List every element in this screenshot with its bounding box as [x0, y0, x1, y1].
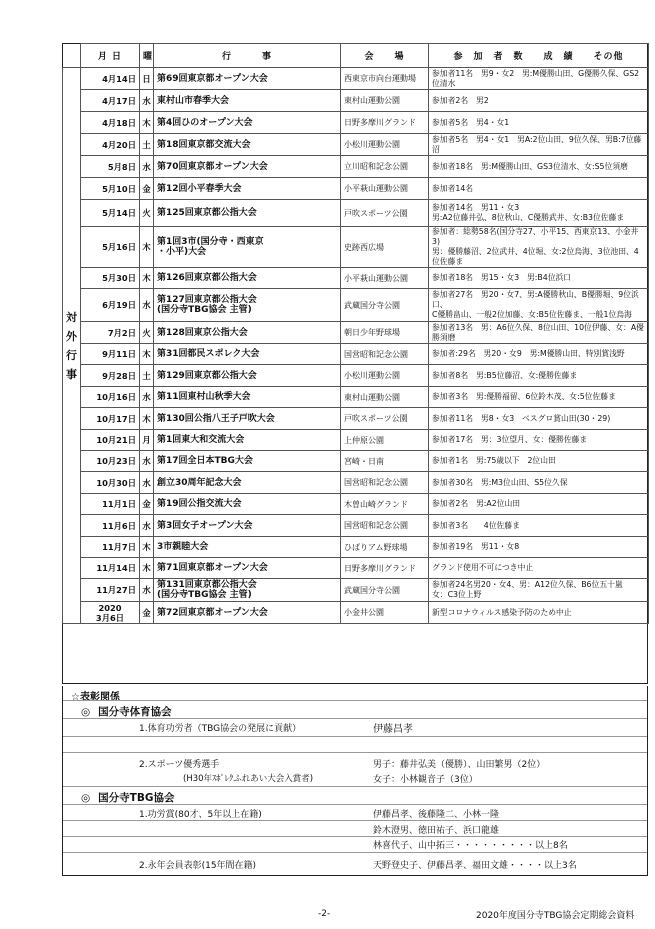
row-dow: 水	[140, 472, 154, 494]
row-dow: 木	[140, 344, 154, 365]
row-dow: 土	[140, 134, 154, 156]
row-date: 6月19日	[81, 289, 140, 322]
row-venue: 宮崎・日南	[341, 451, 429, 472]
row-dow: 水	[140, 156, 154, 178]
row-result: 参加者3名 男:優勝福留、6位鈴木茂、女:5位佐藤ま	[429, 387, 649, 408]
row-venue: 国営昭和記念公園	[341, 515, 429, 537]
row-dow: 木	[140, 537, 154, 558]
row-date: 10月16日	[81, 387, 140, 408]
table-row	[63, 289, 649, 322]
row-result: 参加者2名 男:A2位山田	[429, 494, 649, 515]
row-result: 参加者14名 男11・女3 男:A2位藤井弘、8位秋山、C優勝武井、女:B3位佐藤ま	[429, 200, 649, 227]
row-date: 4月18日	[81, 112, 140, 134]
row-dow: 火	[140, 322, 154, 344]
org2-item1-line3: 林喜代子、山中拓三・・・・・・・・・以上8名	[373, 841, 568, 851]
row-event: 第17回全日本TBG大会	[154, 451, 341, 472]
row-event: 第127回東京都公指大会 (国分寺TBG協会 主管)	[154, 289, 341, 322]
row-event: 3市親睦大会	[154, 537, 341, 558]
row-result: 参加者:29名 男20・女9 男:M優勝山田、特別賞浅野	[429, 344, 649, 365]
table-row	[63, 268, 649, 289]
table-row	[63, 68, 649, 90]
document-title: 2020年度国分寺TBG協会定期総会資料	[476, 911, 635, 921]
row-date: 4月20日	[81, 134, 140, 156]
row-dow: 日	[140, 68, 154, 90]
row-result: 参加者19名 男11・女8	[429, 537, 649, 558]
row-date: 11月27日	[81, 579, 140, 602]
table-row	[63, 156, 649, 178]
table-row	[63, 537, 649, 558]
row-dow: 月	[140, 430, 154, 451]
row-result: 参加者30名 男:M3位山田、S5位久保	[429, 472, 649, 494]
row-dow: 水	[140, 579, 154, 602]
row-result: 参加者8名 男:B5位藤沼、女:優勝佐藤ま	[429, 365, 649, 387]
row-venue: 小金井公園	[341, 602, 429, 624]
page-number: -2-	[318, 909, 331, 919]
row-dow: 水	[140, 289, 154, 322]
awards-rule	[63, 804, 647, 805]
org2-item1-line2: 鈴木澄男、徳田祐子、浜口龍雄	[373, 826, 500, 836]
awards-rule	[63, 736, 647, 737]
table-row	[63, 134, 649, 156]
row-date: 11月6日	[81, 515, 140, 537]
table-row	[63, 408, 649, 430]
events-table	[62, 43, 649, 624]
row-year: 2020	[98, 602, 122, 613]
double-circle-icon: ◎	[81, 792, 91, 804]
table-row	[63, 227, 649, 268]
row-dow: 金	[140, 178, 154, 200]
row-date: 4月17日	[81, 90, 140, 112]
row-event: 第69回東京都オープン大会	[154, 68, 341, 90]
row-venue: 日野多摩川グランド	[341, 558, 429, 579]
double-circle-icon: ◎	[81, 706, 91, 718]
row-dow: 水	[140, 451, 154, 472]
row-date: 5月16日	[81, 227, 140, 268]
table-row	[63, 515, 649, 537]
row-venue: 東村山運動公園	[341, 90, 429, 112]
org1-item2-note: (H30年ｽﾎﾟﾚｸふれあい大会入賞者)	[183, 774, 314, 784]
row-dow: 土	[140, 365, 154, 387]
side-label-char: 行	[66, 348, 77, 362]
dow-header: 曜	[140, 44, 154, 68]
row-venue: 小松川運動公園	[341, 365, 429, 387]
row-event: 第11回東村山秋季大会	[154, 387, 341, 408]
awards-title: ☆表彰関係	[71, 692, 120, 703]
events-body	[63, 68, 649, 624]
awards-rule	[63, 718, 647, 719]
event-header: 行 事	[154, 44, 341, 68]
row-result: 新型コロナウィルス感染予防のため中止	[429, 602, 649, 624]
row-result: 参加者18名 男15・女3 男:B4位浜口	[429, 268, 649, 289]
row-result: 参加者27名 男20・女7、男:A優勝秋山、B優勝堀、9位浜口、 C優勝畠山、一般2位加藤、女:B5位佐藤ま、一般1位烏海	[429, 289, 649, 322]
awards-rule	[63, 820, 647, 821]
row-event: 第12回小平春季大会	[154, 178, 341, 200]
row-result: 参加者2名 男2	[429, 90, 649, 112]
table-row	[63, 430, 649, 451]
table-row	[63, 387, 649, 408]
date-header: 月 日	[81, 44, 140, 68]
awards-rule	[63, 836, 647, 837]
table-header-row	[63, 44, 649, 68]
row-venue: 武蔵国分寺公園	[341, 579, 429, 602]
row-venue: 国営昭和記念公園	[341, 472, 429, 494]
row-date: 10月21日	[81, 430, 140, 451]
row-date: 5月30日	[81, 268, 140, 289]
row-date: 10月30日	[81, 472, 140, 494]
org2-item1-label: 1.功労賞(80才、5年以上在籍)	[139, 810, 262, 820]
row-venue: 戸吹スポーツ公園	[341, 200, 429, 227]
row-date	[81, 602, 140, 624]
row-venue: 小松川運動公園	[341, 134, 429, 156]
row-result: 参加者24名男20・女4、男：A12位久保、B6位五十嵐 女：C3位上野	[429, 579, 649, 602]
org1-item1-label: 1.体育功労者（TBG協会の発展に貢献）	[139, 724, 302, 734]
row-dow: 木	[140, 112, 154, 134]
org1-item1-value: 伊藤昌孝	[373, 724, 413, 735]
row-event: 第1回3市(国分寺・西東京 ・小平)大会	[154, 227, 341, 268]
row-event: 第70回東京都オープン大会	[154, 156, 341, 178]
org2-item2-value: 天野登史子、伊藤昌孝、福田文雄・・・・以上3名	[373, 861, 577, 871]
table-row	[63, 365, 649, 387]
row-result: 参加者3名 4位佐藤ま	[429, 515, 649, 537]
row-venue: 武蔵国分寺公園	[341, 289, 429, 322]
table-row	[63, 90, 649, 112]
row-dow: 火	[140, 200, 154, 227]
org2-item2-label: 2.永年会員表彰(15年間在籍)	[139, 861, 257, 871]
row-event: 創立30周年記念大会	[154, 472, 341, 494]
row-venue: 小平萩山運動公園	[341, 178, 429, 200]
awards-section	[62, 686, 648, 876]
row-venue: ひばりアム野球場	[341, 537, 429, 558]
row-date-text: 3月6日	[95, 612, 125, 623]
row-venue: 小平萩山運動公園	[341, 268, 429, 289]
row-date: 5月10日	[81, 178, 140, 200]
row-result: 参加者14名	[429, 178, 649, 200]
row-event: 第126回東京都公指大会	[154, 268, 341, 289]
row-result: 参加者1名 男:75歳以下 2位山田	[429, 451, 649, 472]
org2-name: 国分寺TBG協会	[98, 792, 175, 804]
table-row	[63, 112, 649, 134]
row-event: 第71回東京都オープン大会	[154, 558, 341, 579]
row-date: 11月14日	[81, 558, 140, 579]
row-venue: 立川昭和記念公園	[341, 156, 429, 178]
row-date: 10月17日	[81, 408, 140, 430]
row-venue: 上仲原公園	[341, 430, 429, 451]
venue-header: 会 場	[341, 44, 429, 68]
row-date: 5月14日	[81, 200, 140, 227]
row-dow: 木	[140, 558, 154, 579]
row-result: グランド使用不可につき中止	[429, 558, 649, 579]
row-venue: 木曽山崎グランド	[341, 494, 429, 515]
row-date: 11月7日	[81, 537, 140, 558]
org1-item2-label: 2.スポーツ優秀選手	[139, 760, 220, 770]
table-row	[63, 494, 649, 515]
org1-heading	[81, 704, 172, 719]
table-row	[63, 322, 649, 344]
awards-rule	[63, 752, 647, 753]
row-dow: 水	[140, 515, 154, 537]
side-label-char: 事	[66, 367, 77, 381]
side-label-char: 外	[66, 329, 77, 343]
side-header	[63, 44, 81, 68]
row-venue: 史跡西広場	[341, 227, 429, 268]
row-venue: 朝日少年野球場	[341, 322, 429, 344]
org2-heading	[81, 790, 174, 805]
row-event: 第3回女子オープン大会	[154, 515, 341, 537]
row-date: 11月1日	[81, 494, 140, 515]
row-date: 10月23日	[81, 451, 140, 472]
row-result: 参加者17名 男：3位望月、女：優勝佐藤ま	[429, 430, 649, 451]
table-row	[63, 602, 649, 624]
row-result: 参加者5名 男4・女1 男A:2位山田、9位久保、男B:7位藤沼	[429, 134, 649, 156]
row-result: 参加者18名 男:M優勝山田、GS3位清水、女:S5位須磨	[429, 156, 649, 178]
row-event: 第128回東京公指大会	[154, 322, 341, 344]
row-result: 参加者13名 男：A6位久保、8位山田、10位伊藤、女：A優勝須磨	[429, 322, 649, 344]
side-label-char: 対	[66, 310, 77, 324]
row-venue: 東村山運動公園	[341, 387, 429, 408]
row-event: 第19回公指交流大会	[154, 494, 341, 515]
row-venue: 国営昭和記念公園	[341, 344, 429, 365]
row-date: 5月8日	[81, 156, 140, 178]
row-event: 第131回東京都公指大会 (国分寺TBG協会 主管)	[154, 579, 341, 602]
table-row	[63, 579, 649, 602]
row-date: 9月28日	[81, 365, 140, 387]
side-label	[63, 68, 81, 624]
row-result: 参加者11名 男8・女3 ベスグロ賞山田(30・29)	[429, 408, 649, 430]
row-result: 参加者5名 男4・女1	[429, 112, 649, 134]
row-dow: 金	[140, 494, 154, 515]
row-event: 第125回東京都公指大会	[154, 200, 341, 227]
row-dow: 木	[140, 227, 154, 268]
row-event: 東村山市春季大会	[154, 90, 341, 112]
awards-rule	[63, 852, 647, 853]
org1-item2-women: 女子：小林観音子（3位）	[373, 775, 478, 785]
row-event: 第31回都民スポレク大会	[154, 344, 341, 365]
row-event: 第129回東京都公指大会	[154, 365, 341, 387]
table-row	[63, 451, 649, 472]
row-date: 9月11日	[81, 344, 140, 365]
row-event: 第72回東京都オープン大会	[154, 602, 341, 624]
row-venue: 戸吹スポーツ公園	[341, 408, 429, 430]
row-dow: 木	[140, 268, 154, 289]
row-result: 参加者：総勢58名(国分寺27、小平15、西東京13、小金井3) 男：優勝藤沼、2位武井、4位堀、女:2位烏海、3位池田、4位佐藤ま	[429, 227, 649, 268]
awards-rule	[63, 700, 647, 701]
row-dow: 木	[140, 408, 154, 430]
row-result: 参加者11名 男9・女2 男:M優勝山田、G優勝久保、GS2位清水	[429, 68, 649, 90]
org1-name: 国分寺体育協会	[98, 706, 172, 718]
row-dow: 水	[140, 387, 154, 408]
table-row	[63, 558, 649, 579]
awards-rule	[63, 786, 647, 787]
row-event: 第18回東京都交流大会	[154, 134, 341, 156]
row-event: 第4回ひのオープン大会	[154, 112, 341, 134]
row-venue: 日野多摩川グランド	[341, 112, 429, 134]
row-venue: 西東京市向台運動場	[341, 68, 429, 90]
row-date: 7月2日	[81, 322, 140, 344]
row-dow: 金	[140, 602, 154, 624]
row-dow: 水	[140, 90, 154, 112]
row-event: 第130回公指八王子戸吹大会	[154, 408, 341, 430]
table-row	[63, 178, 649, 200]
table-row	[63, 200, 649, 227]
org2-item1-line1: 伊藤昌孝、後藤隆二、小林一隆	[373, 810, 500, 820]
table-row	[63, 344, 649, 365]
result-header: 参 加 者 数 成 績 その他	[429, 44, 649, 68]
table-row	[63, 472, 649, 494]
row-event: 第1回東大和交流大会	[154, 430, 341, 451]
org1-item2-men: 男子：藤井弘美（優勝）、山田繁男（2位）	[373, 760, 546, 770]
row-date: 4月14日	[81, 68, 140, 90]
